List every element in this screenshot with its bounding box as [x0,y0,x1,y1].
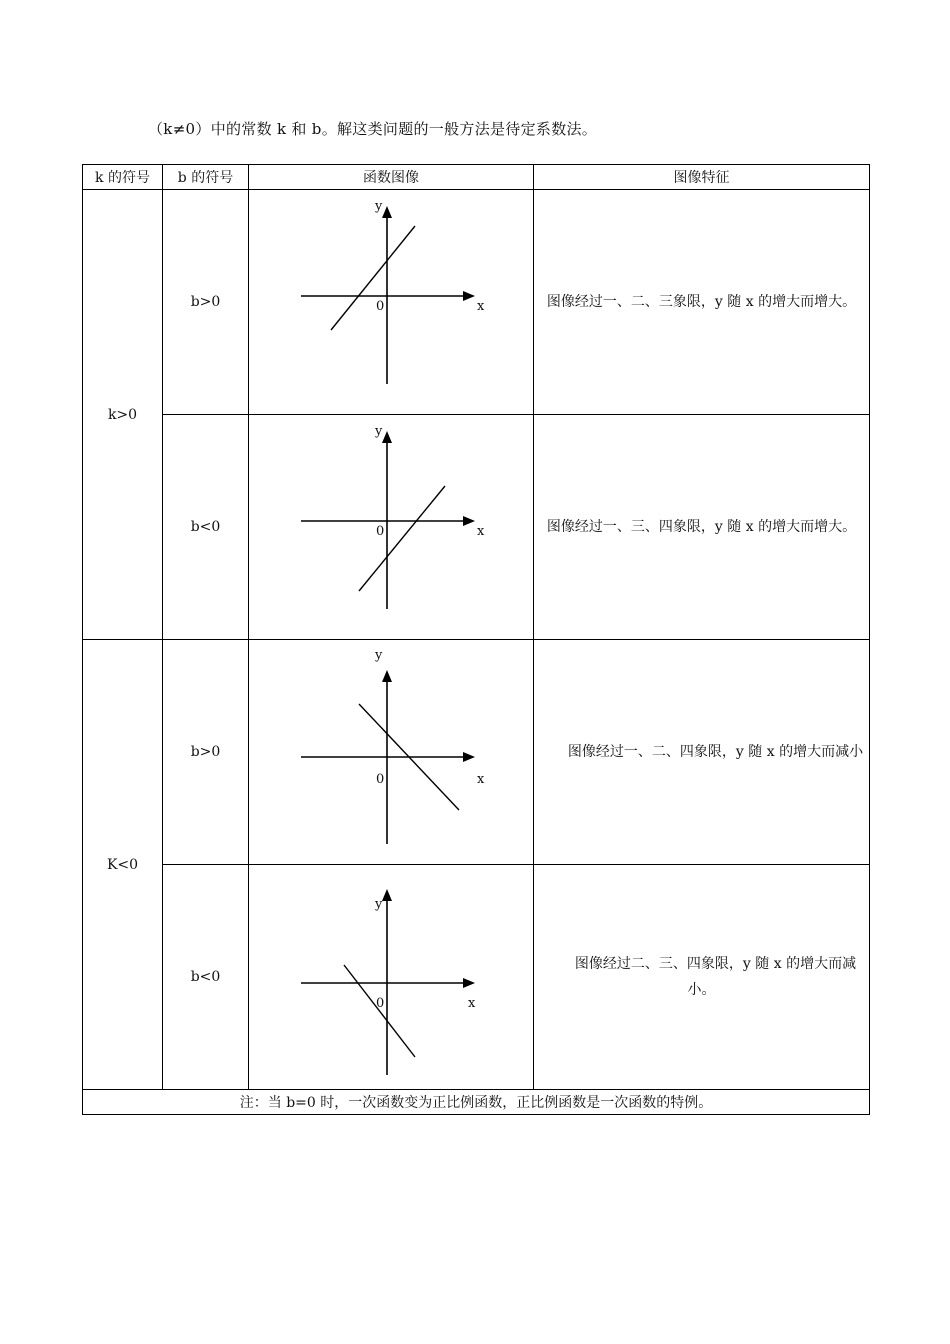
function-line [344,965,415,1057]
feature-cell [534,865,870,1090]
x-axis-arrow-icon [463,291,475,301]
function-graph-3 [249,640,534,864]
x-label: x [477,524,485,539]
feature-text: 图像经过一、二、四象限，y 随 x 的增大而减小 [567,744,864,760]
function-graph-2 [249,415,534,639]
y-label: y [375,648,383,663]
feature-text: 图像经过一、三、四象限，y 随 x 的增大而增大。 [546,519,857,535]
y-label: y [375,424,383,439]
linear-function-table [82,164,870,1115]
table-row [83,190,870,415]
table-row [83,415,870,640]
header-b-sign: b 的符号 [163,165,249,190]
table-row [83,640,870,865]
function-line [359,486,445,591]
graph-cell [249,415,534,640]
function-line [331,226,415,330]
note-text: 注：当 b=0 时，一次函数变为正比例函数，正比例函数是一次函数的特例。 [83,1090,870,1115]
origin-label: 0 [376,772,385,787]
function-graph-4 [249,865,534,1089]
header-k-sign: k 的符号 [83,165,163,190]
table-row [83,865,870,1090]
y-axis-arrow-icon [382,206,392,218]
x-label: x [477,772,485,787]
y-axis-arrow-icon [382,670,392,682]
x-label: x [477,299,485,314]
y-label: y [375,897,383,912]
b-sign-cell: b>0 [163,640,249,865]
b-sign-cell: b>0 [163,190,249,415]
k-sign-cell: K<0 [83,640,163,1090]
feature-text: 图像经过一、二、三象限，y 随 x 的增大而增大。 [546,294,857,310]
feature-cell [534,415,870,640]
origin-label: 0 [376,524,385,539]
feature-cell [534,640,870,865]
y-label: y [375,199,383,214]
header-graph: 函数图像 [249,165,534,190]
intro-text: （k≠0）中的常数 k 和 b。解这类问题的一般方法是待定系数法。 [148,120,598,138]
header-feature: 图像特征 [534,165,870,190]
header-row [83,165,870,190]
feature-cell [534,190,870,415]
x-axis-arrow-icon [463,516,475,526]
y-axis-arrow-icon [382,431,392,443]
function-graph-1 [249,190,534,414]
origin-label: 0 [376,299,385,314]
note-row [83,1090,870,1115]
feature-text: 图像经过二、三、四象限，y 随 x 的增大而减小。 [574,956,857,998]
graph-cell [249,865,534,1090]
x-axis-arrow-icon [463,978,475,988]
graph-cell [249,640,534,865]
b-sign-cell: b<0 [163,865,249,1090]
y-axis-arrow-icon [382,889,392,901]
x-label: x [468,996,476,1011]
b-sign-cell: b<0 [163,415,249,640]
graph-cell [249,190,534,415]
origin-label: 0 [376,996,385,1011]
x-axis-arrow-icon [463,752,475,762]
k-sign-cell: k>0 [83,190,163,640]
